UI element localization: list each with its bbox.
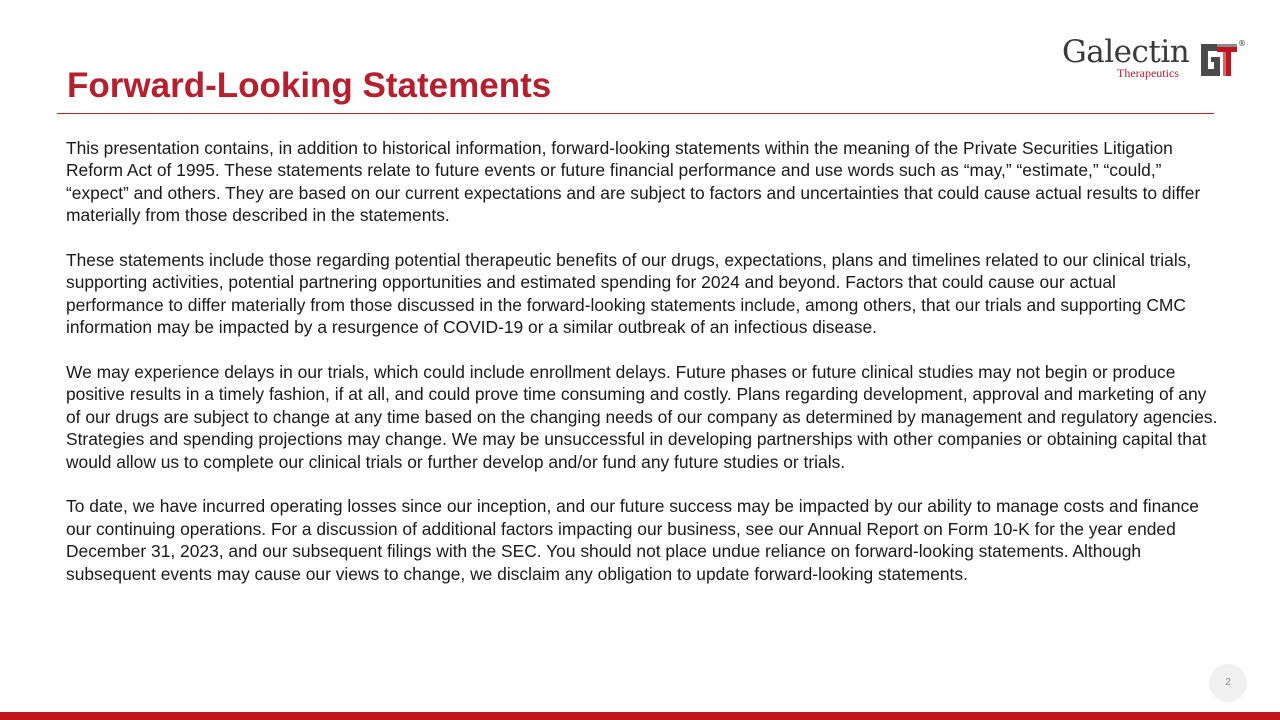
- statement-body: [66, 137, 1218, 607]
- registered-mark: ®: [1238, 39, 1246, 48]
- page-number: 2: [1209, 664, 1247, 702]
- page-title: Forward-Looking Statements: [67, 66, 552, 105]
- footer-bar: [0, 712, 1280, 720]
- paragraph-intro: This presentation contains, in addition to historical information, forward-looking statements within the meaning of the Private Securities Litigation Reform Act of 1995. These statements relate to future events or future financial performance and use words such as “may,” “estimate,” “could,” “expect” and others. They are based on our current expectations and are subject to factors and uncertainties that could cause actual results to differ materially from those described in the statements.: [66, 138, 1201, 226]
- title-divider: [57, 113, 1214, 114]
- gt-logo-icon: [1200, 42, 1238, 78]
- logo-subtitle: Therapeutics: [1117, 66, 1179, 80]
- logo-wordmark: Galectin: [1062, 34, 1190, 70]
- company-logo: [1060, 34, 1250, 84]
- paragraph-disclaimer: To date, we have incurred operating losses since our inception, and our future success may be impacted by our ability to manage costs and finance our continuing operations. For a discussion of additional factors impacting our business, see our Annual Report on Form 10-K for the year ended December 31, 2023, and our subsequent filings with the SEC. You should not place undue reliance on forward-looking statements. Although subsequent events may cause our views to change, we disclaim any obligation to update forward-looking statements.: [66, 496, 1199, 584]
- paragraph-risks: We may experience delays in our trials, which could include enrollment delays. Future phases or future clinical studies may not begin or produce positive results in a timely fashion, if at all, and could prove time consuming and costly. Plans regarding development, approval and marketing of any of our drugs are subject to change at any time based on the changing needs of our company as determined by management and regulatory agencies. Strategies and spending projections may change. We may be unsuccessful in developing partnerships with other companies or obtaining capital that would allow us to complete our clinical trials or further develop and/or fund any future studies or trials.: [66, 362, 1218, 472]
- paragraph-scope: These statements include those regarding potential therapeutic benefits of our drugs, expectations, plans and timelines related to our clinical trials, supporting activities, potential partnering opportunities and estimated spending for 2024 and beyond. Factors that could cause our actual performance to differ materially from those discussed in the forward-looking statements include, among others, that our trials and supporting CMC information may be impacted by a resurgence of COVID-19 or a similar outbreak of an infectious disease.: [66, 250, 1192, 338]
